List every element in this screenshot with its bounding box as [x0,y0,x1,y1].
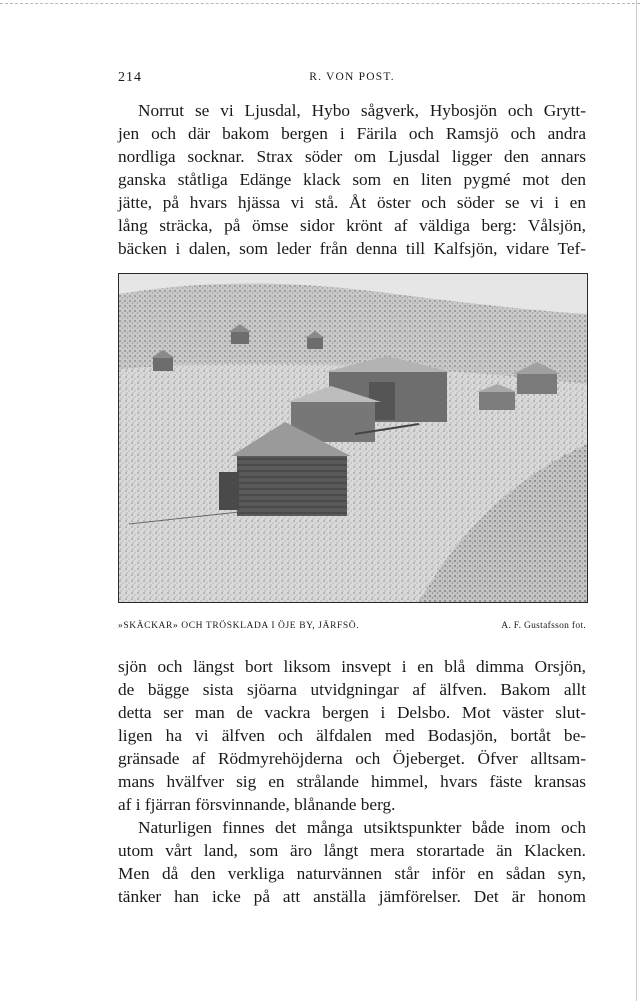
text-line: Naturligen finnes det många utsiktspunkter både inom och [138,818,586,837]
text-line: Men då den verkliga naturvännen står inför en sådan syn, [118,864,586,883]
text-line: af i fjärran försvinnande, blånande berg. [118,795,396,814]
text-line: mans hvälfver sig en strålande himmel, hvars fäste kransas [118,772,586,791]
text-line: nordliga socknar. Strax söder om Ljusdal ligger den annars [118,147,586,166]
page-number: 214 [118,70,142,85]
text-line: de bägge sista sjöarna utvidgningar af älfven. Bakom allt [118,680,586,699]
text-line: gränsade af Rödmyrehöjderna och Öjeberget. Öfver alltsam- [118,749,586,768]
text-line: tänker han icke på att anställa jämförelser. Det är honom [118,887,586,906]
figure-caption [118,621,586,637]
text-line: ligen ha vi älfven och älfdalen med Bodasjön, bortåt be- [118,726,586,745]
photograph-village-barns [118,273,588,603]
text-line: jätte, på hvars hjässa vi stå. Åt öster och söder se vi i en [118,193,586,212]
paragraph-2 [118,655,586,816]
text-line: sjön och längst bort liksom insvept i en blå dimma Orsjön, [118,657,586,676]
photo-credit: A. F. Gustafsson fot. [501,621,586,631]
text-line: detta ser man de vackra bergen i Delsbo. Mot väster slut- [118,703,586,722]
text-line: jen och där bakom bergen i Färila och Ramsjö och andra [118,124,586,143]
top-scan-rule [0,3,640,5]
text-line: bäcken i dalen, som leder från denna till Kalfsjön, vidare Tef- [118,239,586,258]
text-line: ganska ståtliga Edänge klack som en liten pygmé mot den [118,170,586,189]
right-page-edge [636,0,637,1001]
paragraph-1 [118,99,586,260]
caption-title: »SKÄCKAR» OCH TRÖSKLADA I ÖJE BY, JÄRFSÖ. [118,621,360,631]
running-head: R. VON POST. [309,71,395,83]
text-line: Norrut se vi Ljusdal, Hybo sågverk, Hybosjön och Grytt- [138,101,586,120]
paragraph-3 [118,816,586,908]
page-header [118,70,586,88]
text-line: utom vårt land, som äro långt mera storartade än Klacken. [118,841,586,860]
text-line: lång sträcka, på ömse sidor krönt af väldiga berg: Vålsjön, [118,216,586,235]
